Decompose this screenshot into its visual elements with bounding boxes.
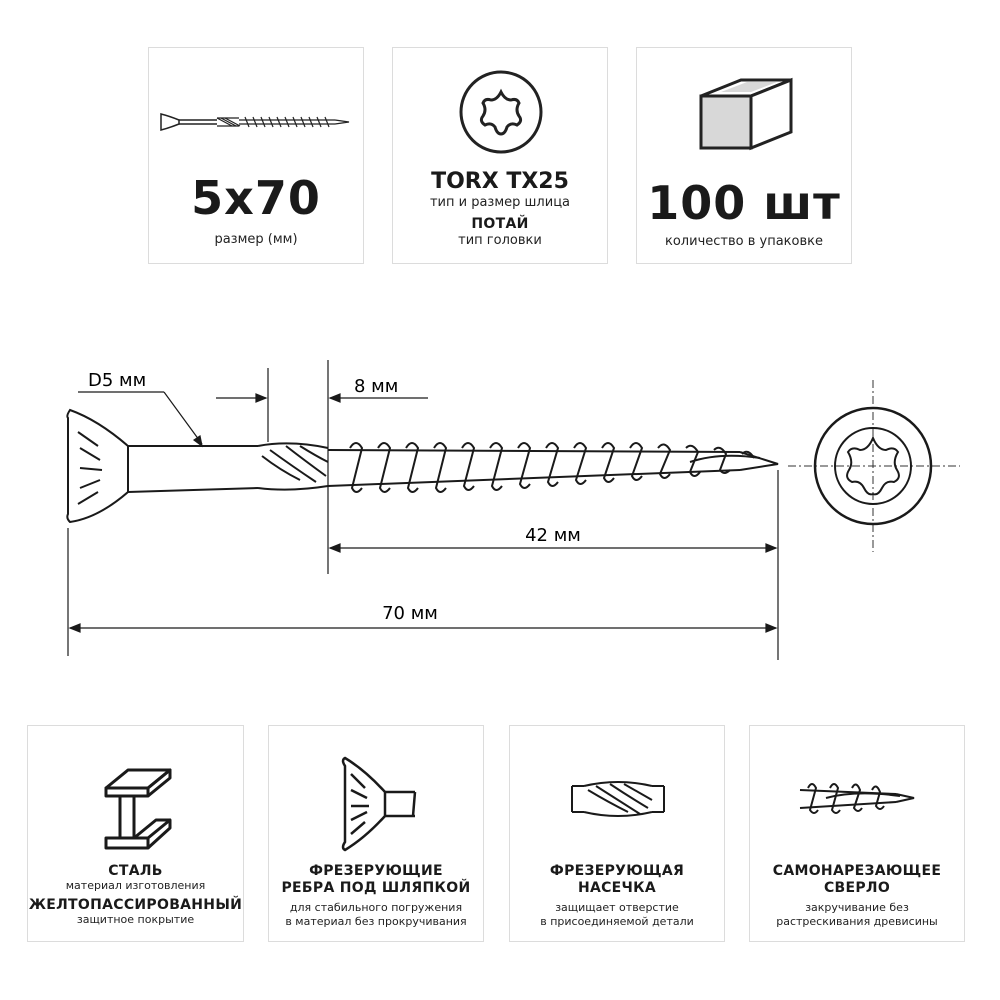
size-card: [148, 47, 364, 264]
thread-length-label: 42 мм: [525, 525, 581, 546]
knurl-icon: [568, 776, 668, 826]
ribs-title-line1: ФРЕЗЕРУЮЩИЕ: [309, 863, 443, 879]
screw-diagram: [0, 360, 1000, 680]
drill-desc-line1: закручивание без: [805, 901, 909, 914]
knurl-title-line1: ФРЕЗЕРУЮЩАЯ: [549, 863, 685, 879]
steel-desc: материал изготовления: [65, 879, 206, 892]
screw-head: [67, 410, 778, 522]
torx-subtitle: тип и размер шлица: [429, 195, 571, 210]
coating-desc: защитное покрытие: [76, 913, 195, 926]
diameter-label: D5 мм: [88, 370, 147, 391]
steel-title: СТАЛЬ: [108, 863, 163, 879]
knurl-title-line2: НАСЕЧКА: [577, 880, 657, 896]
torx-card: [392, 47, 608, 264]
drill-title-line2: СВЕРЛО: [823, 880, 891, 896]
screw-icon: [157, 106, 357, 146]
quantity-card: [636, 47, 852, 264]
ribs-desc-line2: в материал без прокручивания: [285, 915, 467, 928]
knurl-desc-line1: защищает отверстие: [555, 901, 679, 914]
total-length-label: 70 мм: [382, 603, 438, 624]
coating-title: ЖЕЛТОПАССИРОВАННЫЙ: [28, 897, 243, 913]
quantity-value: 100 шт: [647, 176, 841, 230]
knurl-desc-line2: в присоединяемой детали: [540, 915, 694, 928]
head-ribs-icon: [335, 754, 425, 854]
drill-desc-line2: растрескивания древисины: [776, 915, 938, 928]
quantity-label: количество в упаковке: [665, 234, 823, 249]
head-type-subtitle: тип головки: [458, 233, 542, 248]
ribs-title-line2: РЕБРА ПОД ШЛЯПКОЙ: [281, 880, 471, 896]
torx-icon: [459, 70, 543, 154]
drill-title-line1: САМОНАРЕЗАЮЩЕЕ: [772, 863, 942, 879]
size-value: 5x70: [191, 171, 321, 225]
feature-card-ribs: [268, 725, 484, 942]
head-end-view: [788, 380, 960, 552]
drill-tip-icon: [796, 774, 920, 824]
size-label: размер (мм): [214, 232, 298, 247]
box-icon: [691, 66, 801, 156]
feature-card-steel: [27, 725, 244, 942]
feature-card-knurl: [509, 725, 725, 942]
ribs-desc-line1: для стабильного погружения: [289, 901, 463, 914]
screw-icon: [149, 48, 365, 108]
feature-card-drill: [749, 725, 965, 942]
knurl-length-label: 8 мм: [354, 376, 399, 397]
steel-beam-icon: [98, 758, 178, 858]
head-type-title: ПОТАЙ: [471, 216, 529, 232]
torx-title: TORX TX25: [431, 169, 569, 194]
